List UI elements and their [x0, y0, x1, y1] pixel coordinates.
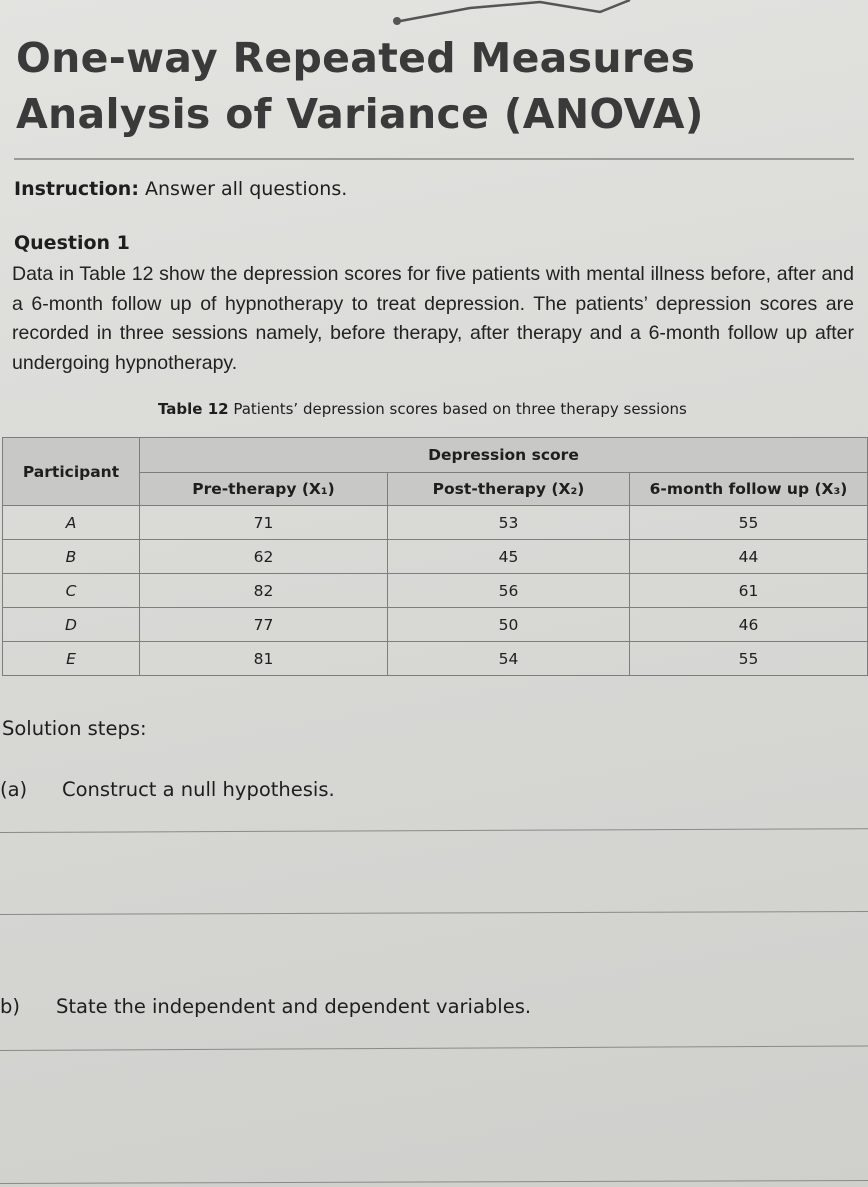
column-header-follow: 6-month follow up (X₃)	[630, 473, 868, 506]
table-row	[3, 642, 868, 676]
table-row	[3, 574, 868, 608]
column-header-pre: Pre-therapy (X₁)	[140, 473, 388, 506]
answer-line[interactable]	[0, 1045, 868, 1051]
pre-therapy-cell: 62	[140, 540, 388, 574]
pre-therapy-cell: 71	[140, 506, 388, 540]
follow-up-cell: 46	[630, 608, 868, 642]
part-a	[0, 778, 335, 801]
table-row	[3, 608, 868, 642]
answer-line[interactable]	[0, 911, 868, 915]
answer-line[interactable]	[0, 828, 868, 833]
follow-up-cell: 55	[630, 642, 868, 676]
column-header-post: Post-therapy (X₂)	[388, 473, 630, 506]
table-caption-label: Table 12	[158, 400, 229, 418]
part-b-label: b)	[0, 995, 20, 1018]
part-b-text: State the independent and dependent variables.	[56, 995, 532, 1018]
question-body: Data in Table 12 show the depression scores for five patients with mental illness before, after and a 6-month follow up of hypnotherapy to treat depression. The patients’ depression scores are recorded in three sessions namely, before therapy, after therapy and a 6-month follow up after undergoing hypnotherapy.	[12, 263, 854, 374]
instruction-text: Answer all questions.	[144, 178, 348, 200]
pre-therapy-cell: 77	[140, 608, 388, 642]
title-line-1: One-way Repeated Measures	[16, 34, 696, 82]
solution-heading: Solution steps:	[2, 717, 147, 740]
table-caption	[158, 400, 687, 418]
participant-header: Participant	[3, 438, 140, 506]
depression-score-table	[2, 437, 868, 676]
answer-line[interactable]	[0, 1180, 868, 1184]
participant-cell: E	[3, 642, 140, 676]
pre-therapy-cell: 82	[140, 574, 388, 608]
post-therapy-cell: 54	[388, 642, 630, 676]
instruction	[14, 178, 347, 200]
part-a-label: (a)	[0, 778, 28, 801]
follow-up-cell: 61	[630, 574, 868, 608]
pre-therapy-cell: 81	[140, 642, 388, 676]
page-title	[16, 30, 856, 142]
participant-cell: C	[3, 574, 140, 608]
post-therapy-cell: 45	[388, 540, 630, 574]
depression-score-header: Depression score	[140, 438, 868, 473]
participant-cell: D	[3, 608, 140, 642]
participant-cell: B	[3, 540, 140, 574]
question-heading: Question 1	[14, 232, 130, 254]
part-b	[0, 995, 531, 1018]
table-row	[3, 540, 868, 574]
post-therapy-cell: 56	[388, 574, 630, 608]
post-therapy-cell: 50	[388, 608, 630, 642]
post-therapy-cell: 53	[388, 506, 630, 540]
participant-cell: A	[3, 506, 140, 540]
title-divider	[14, 158, 854, 160]
title-line-2: Analysis of Variance (ANOVA)	[16, 90, 704, 138]
follow-up-cell: 55	[630, 506, 868, 540]
follow-up-cell: 44	[630, 540, 868, 574]
part-a-text: Construct a null hypothesis.	[62, 778, 335, 801]
instruction-label: Instruction:	[14, 178, 139, 200]
table-row	[3, 506, 868, 540]
table-caption-text: Patients’ depression scores based on three therapy sessions	[233, 400, 687, 418]
